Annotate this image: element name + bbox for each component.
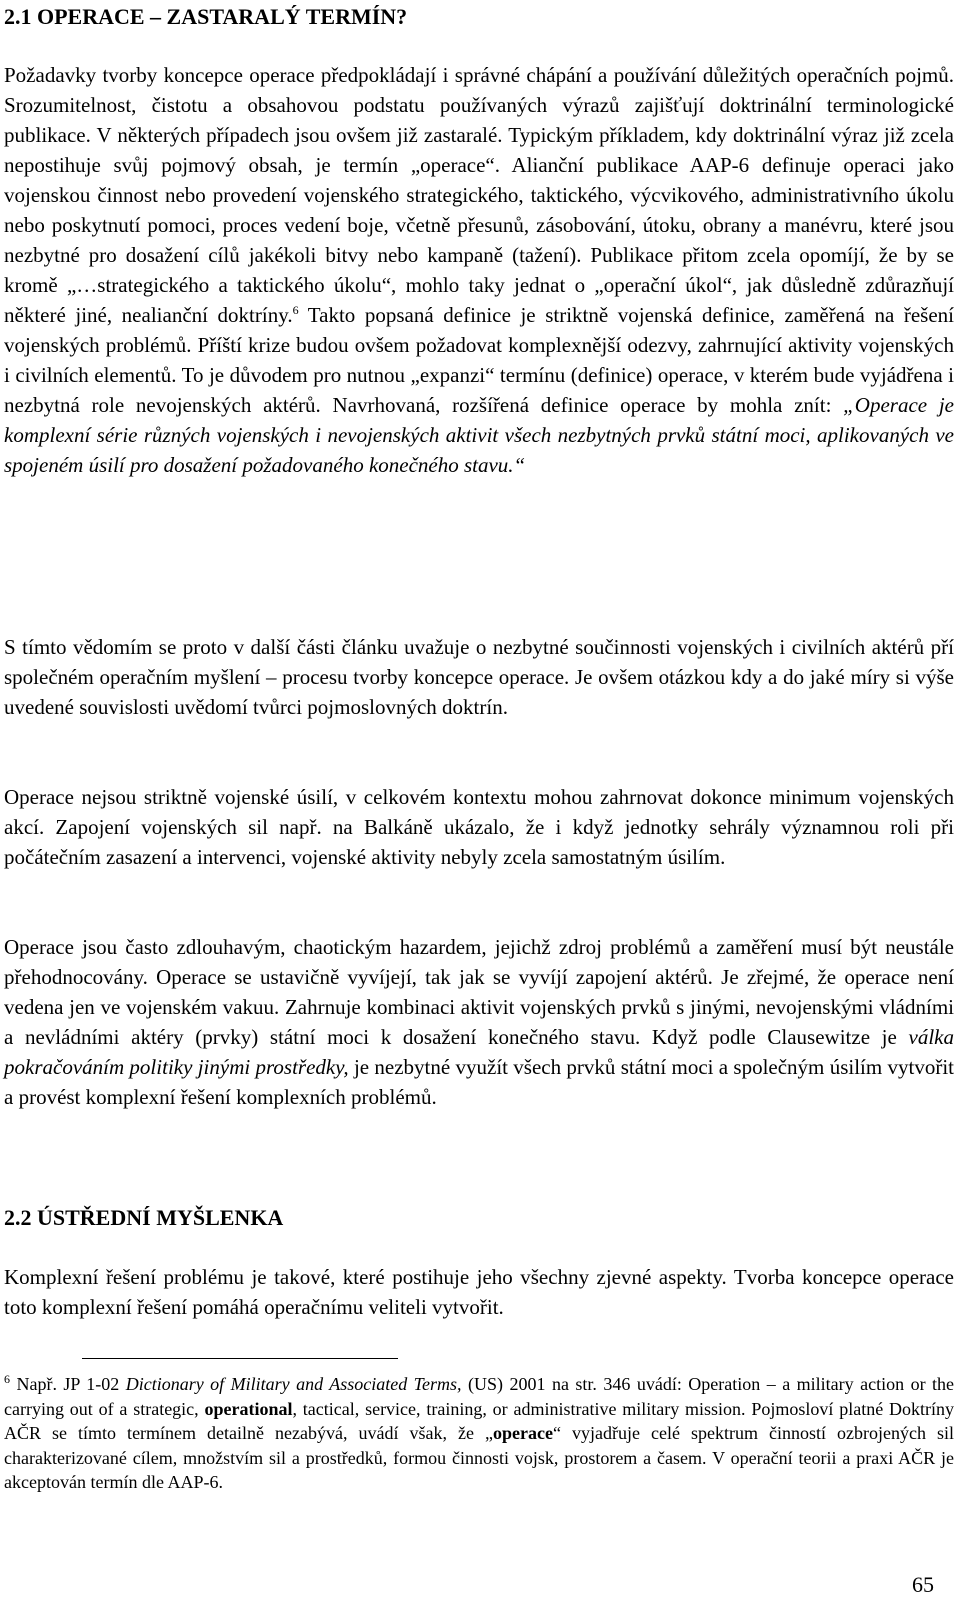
- section-heading-central-idea: 2.2 ÚSTŘEDNÍ MYŠLENKA: [4, 1205, 284, 1230]
- paragraph-text: je nezbytné využít všech prvků státní moci a společným úsilím vytvořit a provést komplexní řešení komplexních problémů.: [4, 1055, 955, 1109]
- footnote-title: Dictionary of Military and Associated Terms,: [125, 1374, 462, 1394]
- footnote: [4, 1372, 954, 1495]
- footnote-text: (US) 2001 na str. 346 uvádí: Operation – a military action or the carrying out of a strategic,: [4, 1374, 955, 1419]
- paragraph-complex-solution: Komplexní řešení problému je takové, které postihuje jeho všechny zjevné aspekty. Tvorba koncepce operace toto komplexní řešení pomáhá operačnímu veliteli vytvořit.: [4, 1265, 954, 1319]
- footnote-reference[interactable]: 6: [292, 303, 299, 317]
- paragraph-text: Požadavky tvorby koncepce operace předpokládají i správné chápání a používání důležitých operačních pojmů. Srozumitelnost, čistotu a obsahovou podstatu používaných výrazů zajišťují doktrinální terminologické publikace. V některých případech jsou ovšem již zastaralé. Typickým příkladem, kdy doktrinální výraz již zcela nepostihuje svůj pojmový obsah, je termín „operace“. Alianční publikace AAP-6 definuje operaci jako vojenskou činnost nebo provedení vojenského strategického, taktického, výcvikového, administrativního úkolu nebo poskytnutí pomoci, proces vedení boje, včetně přesunů, zásobování, útoku, obrany a manévru, které jsou nezbytné pro dosažení cílů jakékoli bitvy nebo kampaně (tažení). Publikace přitom zcela opomíjí, že by se kromě „…strategického a taktického úkolu“, mohlo taky jednat o „operační úkol“, jak důsledně zdůrazňují některé jiné, nealianční doktríny.: [4, 63, 954, 327]
- footnote-text: Např. JP 1-02: [10, 1374, 126, 1394]
- footnote-emphasis: operace: [493, 1423, 553, 1443]
- paragraph-text: Takto popsaná definice je striktně vojenská definice, zaměřená na řešení vojenských problémů. Příští krize budou ovšem požadovat komplexnější odezvy, zahrnující aktivity vojenských i civilních elementů. To je důvodem pro nutnou „expanzi“ termínu (definice) operace, v kterém bude vyjádřena i nezbytná role nevojenských aktérů. Navrhovaná, rozšířená definice operace by mohla znít:: [4, 303, 954, 417]
- footnote-emphasis: operational: [204, 1398, 293, 1419]
- paragraph-cooperation: S tímto vědomím se proto v další části článku uvažuje o nezbytné součinnosti vojenských i civilních aktérů pří společném operačním myšlení – procesu tvorby koncepce operace. Je ovšem otázkou kdy a do jaké míry si výše uvedené souvislosti uvědomí tvůrci pojmoslovných doktrín.: [4, 635, 954, 719]
- paragraph-chaotic-operations: [4, 932, 954, 1112]
- section-heading-operace: 2.1 OPERACE – ZASTARALÝ TERMÍN?: [4, 4, 408, 29]
- footnote-text: “ vyjadřuje celé spektrum činností ozbrojených sil charakterizované cílem, množstvím sil a prostředků, formou činnosti vojsk, prostorem a časem. V operační teorii a praxi AČR je akceptován termín dle AAP-6.: [4, 1423, 954, 1492]
- footnote-separator: [82, 1358, 398, 1359]
- footnote-number: 6: [4, 1372, 10, 1386]
- page-number: 65: [912, 1572, 934, 1597]
- paragraph-text: Operace jsou často zdlouhavým, chaotickým hazardem, jejichž zdroj problémů a zaměření musí být neustále přehodnocovány. Operace se ustavičně vyvíjejí, tak jak se vyvíjí zapojení aktérů. Je zřejmé, že operace není vedena jen ve vojenském vakuu. Zahrnuje kombinaci aktivit vojenských prvků s jinými, nevojenskými vládními a nevládními aktéry (prvky) státní moci k dosažení konečného stavu. Když podle Clausewitze je: [4, 935, 954, 1049]
- clausewitz-quote: válka pokračováním politiky jinými prostředky,: [4, 1025, 954, 1079]
- paragraph-operace-definition: [4, 60, 954, 480]
- footnote-text: , tactical, service, training, or administrative military mission. Pojmosloví platné Doktríny AČR se tímto termínem detailně nezabývá, uvádí však, že „: [4, 1398, 954, 1443]
- proposed-definition: „Operace je komplexní série různých vojenských i nevojenských aktivit všech nezbytných prvků státní moci, aplikovaných ve spojeném úsilí pro dosažení požadovaného konečného stavu.“: [4, 393, 954, 477]
- paragraph-military-effort: Operace nejsou striktně vojenské úsilí, v celkovém kontextu mohou zahrnovat dokonce minimum vojenských akcí. Zapojení vojenských sil např. na Balkáně ukázalo, že i když jednotky sehrály významnou roli při počátečním zasazení a intervenci, vojenské aktivity nebyly zcela samostatným úsilím.: [4, 785, 954, 869]
